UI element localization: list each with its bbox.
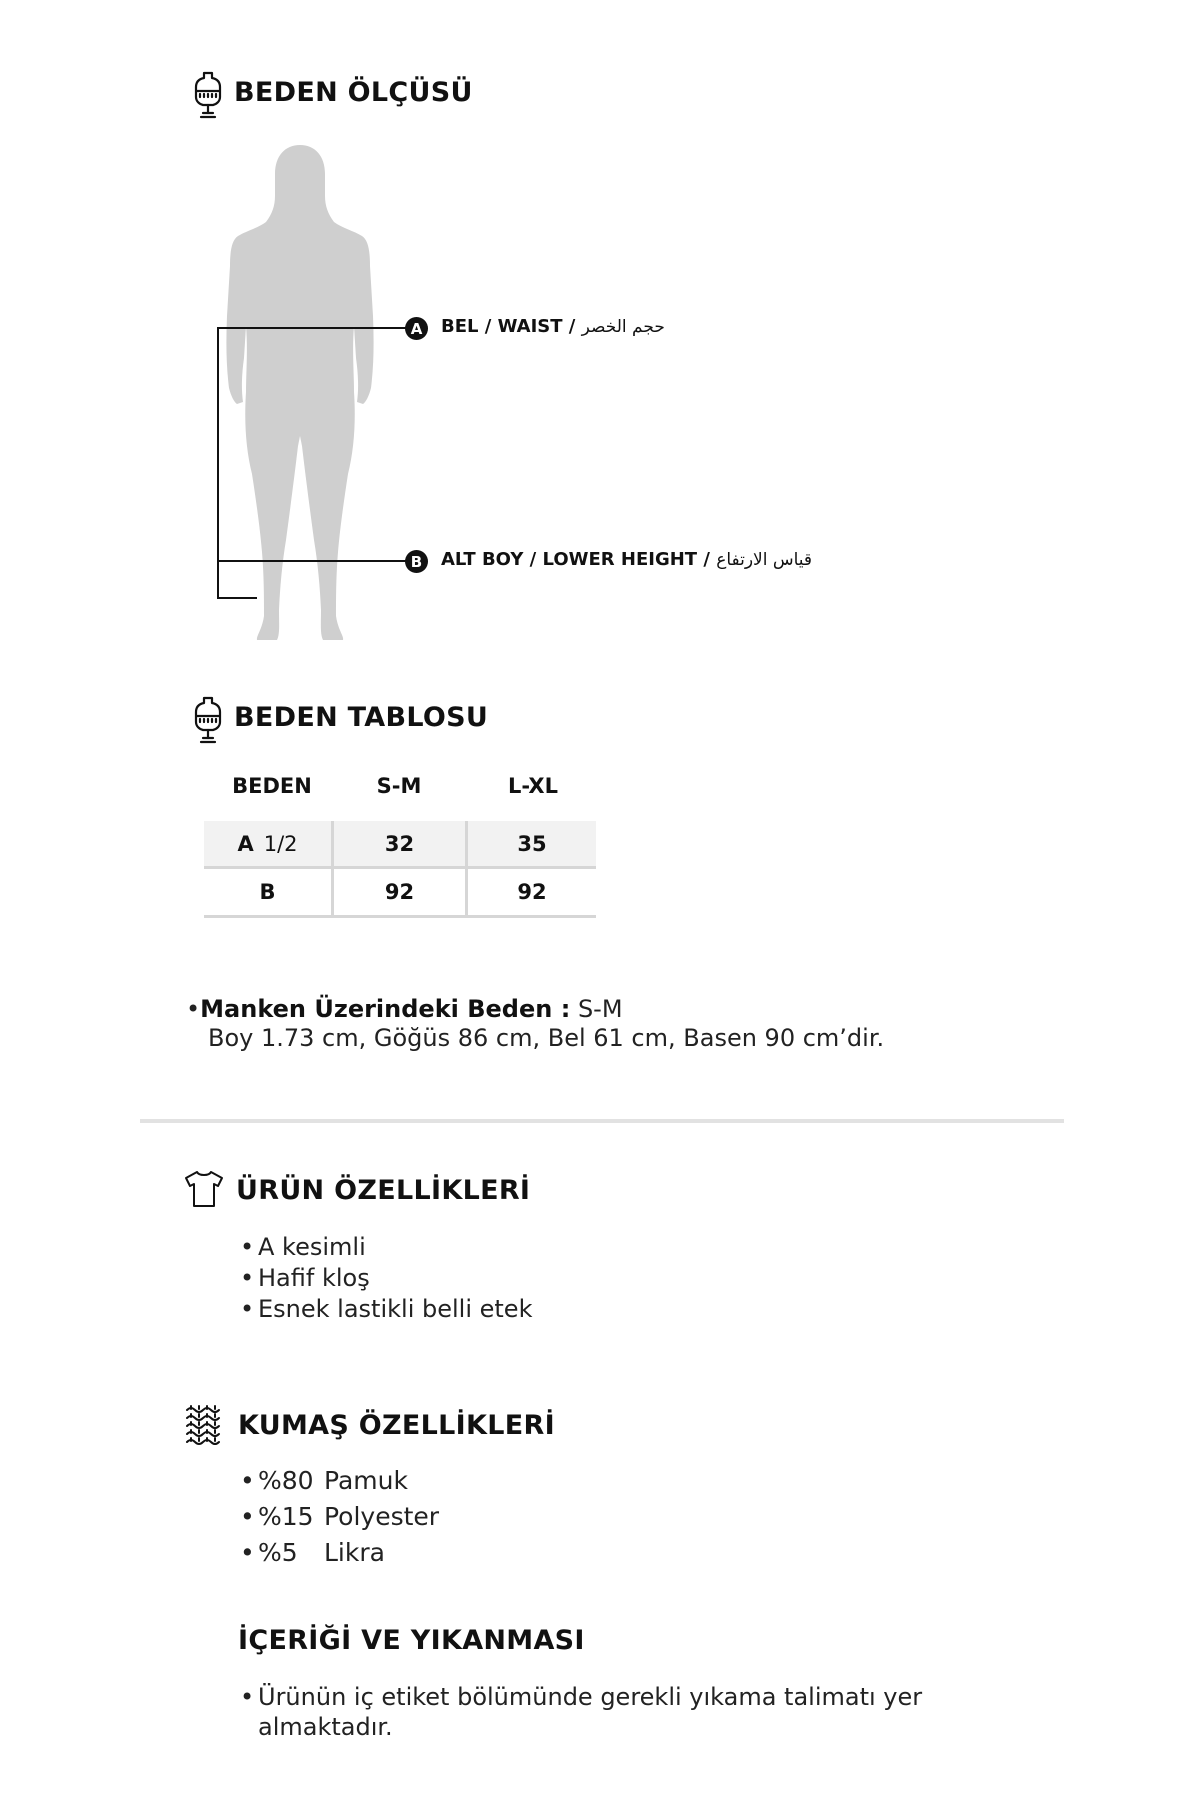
table-cell: 92 — [517, 880, 547, 904]
table-cell-label: A 1/2 — [237, 831, 298, 856]
table-header-l-xl: L-XL — [508, 774, 558, 798]
callout-badge: B — [405, 550, 428, 573]
list-item: • A kesimli — [240, 1233, 366, 1261]
table-header-s-m: S-M — [376, 774, 422, 798]
tshirt-icon — [184, 1169, 224, 1209]
model-measurements: Boy 1.73 cm, Göğüs 86 cm, Bel 61 cm, Basen 90 cm’dir. — [208, 1024, 885, 1052]
measure-bracket-vertical — [217, 327, 219, 599]
table-cell: 35 — [517, 831, 547, 856]
mannequin-icon — [192, 70, 224, 120]
table-cell: 92 — [384, 880, 415, 904]
fabric-row: • %15 Polyester — [240, 1502, 440, 1531]
mannequin-icon — [192, 695, 224, 745]
fabric-features-title: KUMAŞ ÖZELLİKLERİ — [238, 1410, 555, 1441]
list-item: • Esnek lastikli belli etek — [240, 1295, 533, 1323]
fabric-row: • %5 Likra — [240, 1538, 385, 1567]
callout-line — [217, 560, 406, 562]
callout-label: ALT BOY / LOWER HEIGHT / قياس الارتفاع — [441, 549, 813, 570]
bullet: • — [186, 995, 201, 1023]
model-size-line: •Manken Üzerindeki Beden : S-M — [186, 995, 623, 1023]
product-features-title: ÜRÜN ÖZELLİKLERİ — [236, 1175, 531, 1206]
list-item: • Ürünün iç etiket bölümünde gerekli yıkama talimatı yer almaktadır. — [240, 1683, 923, 1741]
table-cell-label: B — [259, 880, 276, 904]
fabric-texture-icon — [184, 1404, 226, 1446]
measure-bracket-bottom — [217, 597, 257, 599]
size-guide-title: BEDEN ÖLÇÜSÜ — [234, 77, 473, 108]
size-table-title: BEDEN TABLOSU — [234, 702, 489, 733]
fabric-row: • %80 Pamuk — [240, 1466, 408, 1495]
callout-badge: A — [405, 317, 428, 340]
body-silhouette — [180, 140, 420, 650]
callout-label: BEL / WAIST / حجم الخصر — [441, 316, 665, 337]
callout-line — [260, 327, 406, 329]
care-title: İÇERİĞİ VE YIKANMASI — [238, 1625, 585, 1656]
table-cell: 32 — [384, 831, 415, 856]
section-divider — [140, 1119, 1064, 1123]
table-header-beden: BEDEN — [232, 774, 312, 798]
list-item: • Hafif kloş — [240, 1264, 370, 1292]
